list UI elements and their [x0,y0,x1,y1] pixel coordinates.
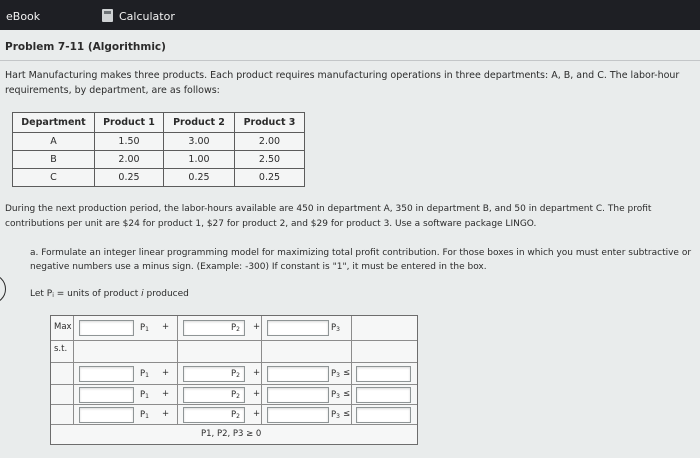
var-p2 [231,369,240,379]
constraint2-coef-p3[interactable] [267,387,329,403]
var-sub: 2 [236,393,240,400]
table-header: Department [13,113,95,133]
problem-intro: Hart Manufacturing makes three products. Each product requires manufacturing operations in three departments: A, B, and C. The labor-hour requirements, by department, are as follows: [5,70,680,96]
constraint3-rhs[interactable] [356,407,411,423]
var-sub: 1 [145,413,149,420]
table-header: Product 1 [95,113,164,133]
leq-sign: ≤ [343,368,351,378]
table-cell: B [13,151,95,169]
calculator-icon [102,9,113,22]
question-marker-circle [0,274,6,304]
plus-sign: + [253,322,261,332]
var-sub: 1 [145,326,149,333]
table-cell: 2.00 [95,151,164,169]
leq-sign: ≤ [343,389,351,399]
constraint3-coef-p3[interactable] [267,407,329,423]
objective-coef-p3[interactable] [267,320,329,336]
table-cell: A [13,133,95,151]
ilp-model-grid [50,315,418,445]
objective-coef-p1[interactable] [79,320,134,336]
var-p1 [140,410,149,420]
grid-line [73,316,74,424]
table-cell: 3.00 [164,133,235,151]
let-sub: i [52,292,54,299]
var-sub: 2 [236,413,240,420]
table-row [13,169,305,187]
var-letter: P [231,369,237,379]
var-sub: 2 [236,326,240,333]
table-cell: 0.25 [164,169,235,187]
var-letter: P [331,369,337,379]
var-sub: 3 [336,372,340,379]
grid-line [51,362,417,363]
tab-ebook[interactable]: eBook [6,10,41,23]
var-letter: P [231,390,237,400]
table-cell: C [13,169,95,187]
table-cell: 1.00 [164,151,235,169]
constraint2-coef-p1[interactable] [79,387,134,403]
title-divider [0,60,700,61]
problem-page [0,30,700,458]
tab-calculator-label: Calculator [119,10,175,23]
plus-sign: + [253,389,261,399]
plus-sign: + [162,322,170,332]
var-letter: P [140,410,146,420]
var-p3 [331,369,340,379]
table-cell: 2.50 [235,151,305,169]
st-label: s.t. [54,344,68,354]
problem-title: Problem 7-11 (Algorithmic) [5,41,166,53]
var-sub: 3 [336,393,340,400]
constraint1-coef-p1[interactable] [79,366,134,382]
let-text: Let P [30,289,53,299]
var-letter: P [231,323,237,333]
var-p3 [331,410,340,420]
grid-line [177,316,178,424]
question-a: a. Formulate an integer linear programming model for maximizing total profit contribution. For those boxes in which you must enter subtractive or negative numbers use a minus sign. (Example: -300) If constant is "1", it must be entered in the box. [30,248,692,272]
var-p2 [231,390,240,400]
grid-line [51,424,417,425]
var-p2 [231,323,240,333]
problem-paragraph-2: During the next production period, the labor-hours available are 450 in department A, 350 in department B, and 50 in department C. The profit contributions per unit are $24 for product 1, $27 for product 2, and $29 for product 3. Use a software package LINGO. [5,204,652,229]
table-header: Product 3 [235,113,305,133]
var-p1 [140,369,149,379]
table-row [13,151,305,169]
grid-line [51,340,417,341]
var-p3 [331,323,340,333]
var-letter: P [331,323,337,333]
table-cell: 0.25 [235,169,305,187]
var-letter: P [331,410,337,420]
var-sub: 2 [236,372,240,379]
leq-sign: ≤ [343,409,351,419]
constraint2-rhs[interactable] [356,387,411,403]
grid-line [261,316,262,424]
table-cell: 2.00 [235,133,305,151]
plus-sign: + [162,389,170,399]
plus-sign: + [162,368,170,378]
var-p3 [331,390,340,400]
var-letter: P [140,323,146,333]
nonnegativity-constraint: P1, P2, P3 ≥ 0 [201,429,262,439]
var-p1 [140,390,149,400]
plus-sign: + [162,409,170,419]
var-p2 [231,410,240,420]
constraint3-coef-p1[interactable] [79,407,134,423]
plus-sign: + [253,409,261,419]
table-header: Product 2 [164,113,235,133]
table-cell: 1.50 [95,133,164,151]
table-header-row [13,113,305,133]
grid-line [51,384,417,385]
grid-line [351,316,352,424]
labor-hours-table [12,112,305,187]
var-letter: P [140,390,146,400]
constraint1-rhs[interactable] [356,366,411,382]
var-sub: 3 [336,326,340,333]
variable-definition [30,289,189,299]
grid-line [51,404,417,405]
var-letter: P [140,369,146,379]
var-p1 [140,323,149,333]
let-rest: = units of product [53,289,142,299]
max-label: Max [54,322,72,332]
var-sub: 1 [145,372,149,379]
var-sub: 1 [145,393,149,400]
tab-calculator[interactable] [102,0,175,30]
var-letter: P [331,390,337,400]
table-cell: 0.25 [95,169,164,187]
let-i: i [141,289,144,299]
plus-sign: + [253,368,261,378]
var-sub: 3 [336,413,340,420]
constraint1-coef-p3[interactable] [267,366,329,382]
let-end: produced [143,289,189,299]
var-letter: P [231,410,237,420]
top-bar [0,0,700,30]
table-row [13,133,305,151]
